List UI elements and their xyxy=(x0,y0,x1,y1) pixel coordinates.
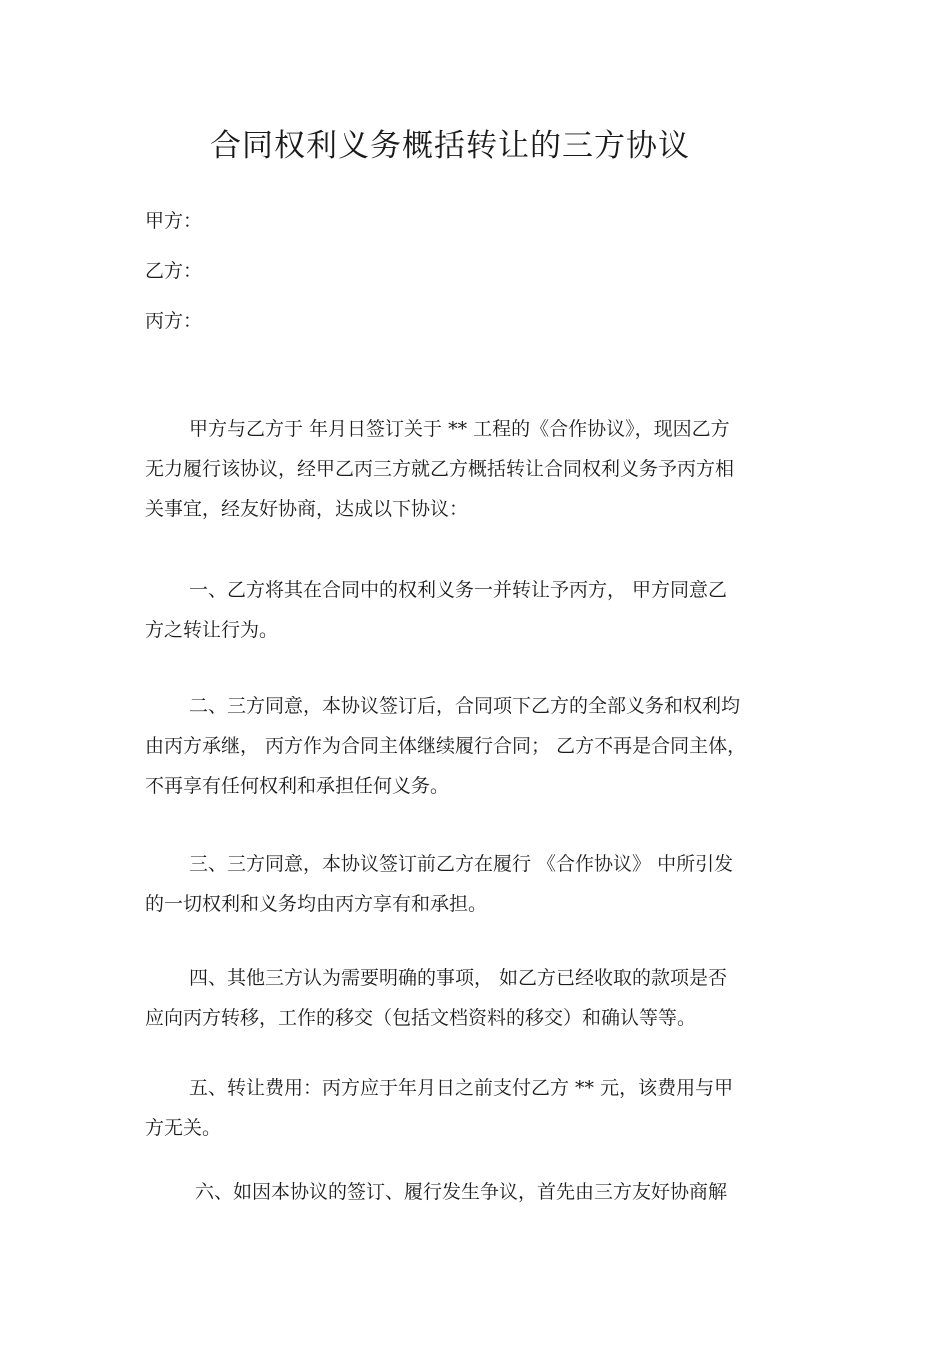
clause-line: 六、如因本协议的签订、履行发生争议，首先由三方友好协商解 xyxy=(195,1181,728,1203)
document-title: 合同权利义务概括转让的三方协议 xyxy=(210,128,690,164)
party-c-label: 丙方： xyxy=(145,310,203,332)
preamble-line: 甲方与乙方于 年月日签订关于 ** 工程的《合作协议》，现因乙方 xyxy=(189,418,730,440)
clause-line: 方之转让行为。 xyxy=(145,619,279,641)
clause-line: 不再享有任何权利和承担任何义务。 xyxy=(145,775,450,797)
clause-line: 二、三方同意，本协议签订后，合同项下乙方的全部义务和权利均 xyxy=(189,695,741,717)
clause-6-paragraph xyxy=(145,1172,810,1212)
clause-line: 由丙方承继， 丙方作为合同主体继续履行合同； 乙方不再是合同主体， xyxy=(145,735,747,757)
clause-line: 五、转让费用：丙方应于年月日之前支付乙方 ** 元，该费用与甲 xyxy=(189,1077,734,1099)
clause-line: 的一切权利和义务均由丙方享有和承担。 xyxy=(145,893,488,915)
clause-3-paragraph xyxy=(145,844,810,924)
clause-2-paragraph xyxy=(145,686,810,806)
preamble-line: 无力履行该协议，经甲乙丙三方就乙方概括转让合同权利义务予丙方相 xyxy=(145,458,735,480)
preamble-line: 关事宜，经友好协商，达成以下协议： xyxy=(145,498,469,520)
clause-line: 方无关。 xyxy=(145,1117,222,1139)
clause-1-paragraph xyxy=(145,570,810,650)
clause-line: 三、三方同意，本协议签订前乙方在履行 《合作协议》 中所引发 xyxy=(189,853,734,875)
clause-line: 应向丙方转移，工作的移交（包括文档资料的移交）和确认等等。 xyxy=(145,1007,697,1029)
party-b-label: 乙方： xyxy=(145,260,203,282)
clause-line: 一、乙方将其在合同中的权利义务一并转让予丙方， 甲方同意乙 xyxy=(189,579,728,601)
clause-4-paragraph xyxy=(145,958,810,1038)
preamble-paragraph xyxy=(145,409,810,529)
party-a-label: 甲方： xyxy=(145,210,203,232)
clause-5-paragraph xyxy=(145,1068,810,1148)
clause-line: 四、其他三方认为需要明确的事项， 如乙方已经收取的款项是否 xyxy=(189,967,728,989)
